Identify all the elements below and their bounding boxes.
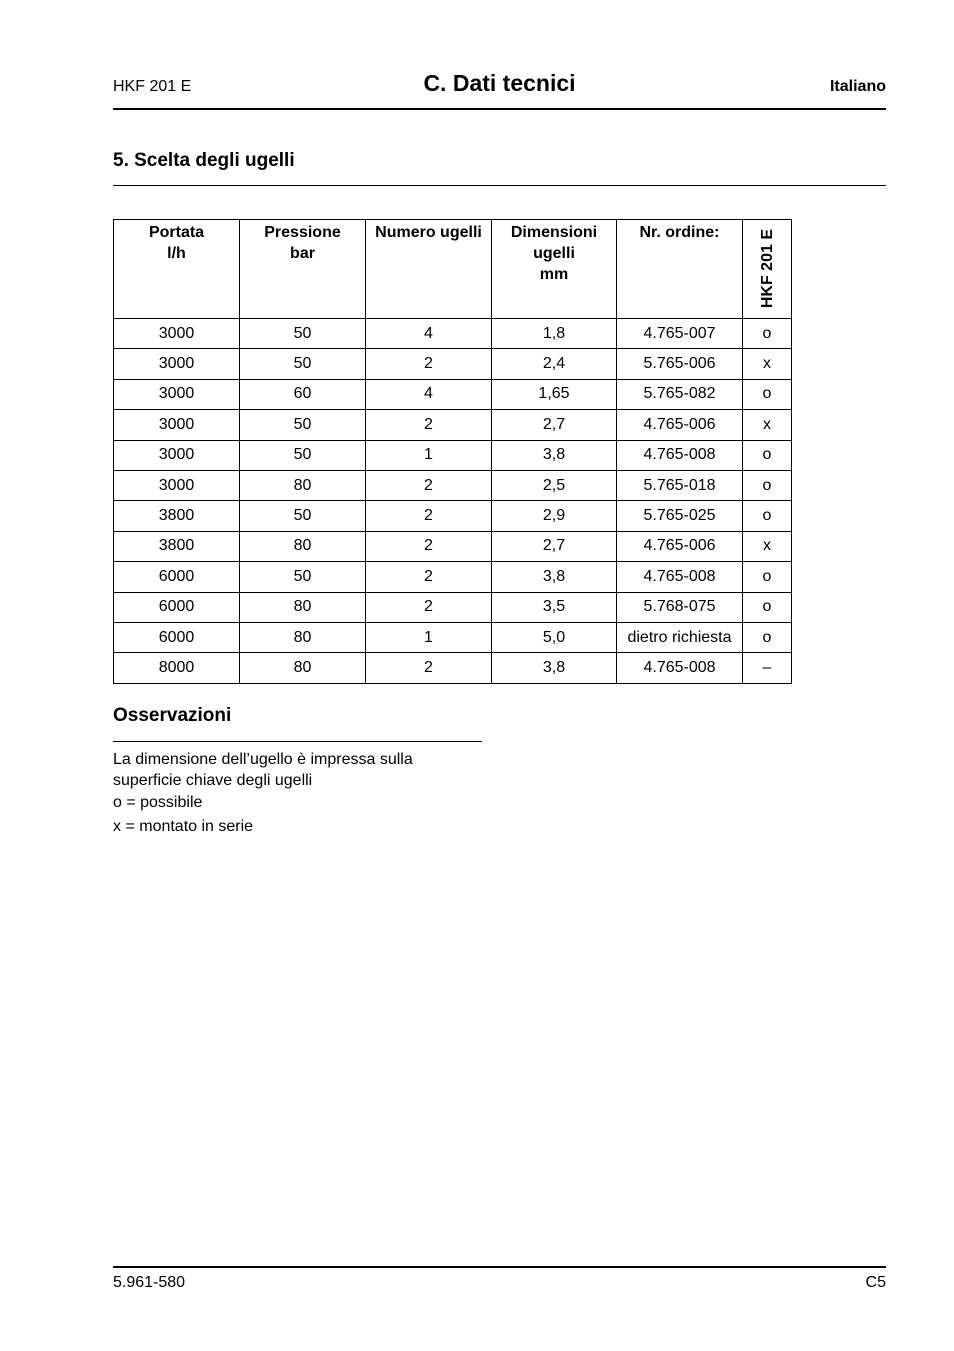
cell-flow: 3800 (114, 531, 240, 561)
table-row (114, 592, 792, 622)
cell-pressure: 80 (240, 622, 366, 652)
cell-availability: o (743, 622, 792, 652)
cell-nozzle-size: 3,8 (492, 562, 617, 592)
cell-availability: o (743, 379, 792, 409)
cell-nozzle-count: 2 (366, 653, 492, 683)
cell-nozzle-count: 1 (366, 622, 492, 652)
page-title: C. Dati tecnici (423, 70, 576, 96)
cell-availability: x (743, 531, 792, 561)
cell-nozzle-count: 2 (366, 531, 492, 561)
model-name: HKF 201 E (113, 78, 192, 95)
cell-flow: 3000 (114, 440, 240, 470)
cell-order-number: 4.765-008 (617, 562, 743, 592)
cell-nozzle-size: 3,5 (492, 592, 617, 622)
page-header (113, 68, 886, 110)
cell-nozzle-count: 2 (366, 562, 492, 592)
remarks-divider (113, 741, 482, 742)
table-row (114, 379, 792, 409)
table-row (114, 653, 792, 683)
cell-pressure: 80 (240, 531, 366, 561)
cell-pressure: 80 (240, 653, 366, 683)
cell-flow: 3800 (114, 501, 240, 531)
table-row (114, 562, 792, 592)
col-header-model: HKF 201 E (743, 220, 792, 319)
table-row (114, 501, 792, 531)
cell-pressure: 80 (240, 592, 366, 622)
cell-nozzle-count: 2 (366, 470, 492, 500)
cell-nozzle-size: 3,8 (492, 653, 617, 683)
cell-nozzle-size: 1,65 (492, 379, 617, 409)
table-row (114, 470, 792, 500)
section-title: 5. Scelta degli ugelli (113, 150, 295, 171)
table-row (114, 531, 792, 561)
col-header-pressure: Pressione bar (240, 220, 366, 319)
document-number: 5.961-580 (113, 1274, 186, 1291)
remarks-note: La dimensione dell’ugello è impressa sulla superficie chiave degli ugelli (113, 751, 413, 789)
cell-nozzle-count: 2 (366, 501, 492, 531)
cell-pressure: 60 (240, 379, 366, 409)
cell-nozzle-count: 1 (366, 440, 492, 470)
cell-order-number: 5.768-075 (617, 592, 743, 622)
col-header-nozzle-size: Dimensioni ugelli mm (492, 220, 617, 319)
table-row (114, 440, 792, 470)
cell-pressure: 50 (240, 562, 366, 592)
cell-order-number: 5.765-018 (617, 470, 743, 500)
cell-pressure: 80 (240, 470, 366, 500)
cell-availability: x (743, 410, 792, 440)
cell-availability: o (743, 562, 792, 592)
cell-order-number: 5.765-082 (617, 379, 743, 409)
cell-nozzle-size: 2,7 (492, 531, 617, 561)
col-header-nozzle-count: Numero ugelli (366, 220, 492, 319)
cell-availability: x (743, 349, 792, 379)
footer-divider (113, 1266, 886, 1268)
cell-order-number: 4.765-007 (617, 319, 743, 349)
cell-nozzle-size: 2,4 (492, 349, 617, 379)
cell-nozzle-size: 2,5 (492, 470, 617, 500)
legend-standard: x = montato in serie (113, 818, 254, 835)
cell-pressure: 50 (240, 349, 366, 379)
cell-order-number: dietro richiesta (617, 622, 743, 652)
cell-availability: o (743, 319, 792, 349)
nozzle-table (113, 219, 792, 684)
cell-order-number: 4.765-006 (617, 410, 743, 440)
cell-nozzle-size: 2,9 (492, 501, 617, 531)
cell-flow: 6000 (114, 592, 240, 622)
cell-nozzle-size: 3,8 (492, 440, 617, 470)
remarks-title: Osservazioni (113, 705, 232, 726)
cell-flow: 3000 (114, 379, 240, 409)
cell-availability: o (743, 592, 792, 622)
cell-availability: o (743, 501, 792, 531)
cell-availability: o (743, 440, 792, 470)
cell-order-number: 4.765-006 (617, 531, 743, 561)
cell-availability: o (743, 470, 792, 500)
cell-order-number: 4.765-008 (617, 653, 743, 683)
cell-nozzle-size: 2,7 (492, 410, 617, 440)
page-number: C5 (865, 1274, 886, 1291)
cell-pressure: 50 (240, 440, 366, 470)
cell-nozzle-count: 4 (366, 319, 492, 349)
section-divider (113, 185, 886, 186)
cell-pressure: 50 (240, 319, 366, 349)
cell-order-number: 5.765-025 (617, 501, 743, 531)
language-label: Italiano (829, 78, 886, 95)
legend-possible: o = possibile (113, 794, 203, 811)
cell-pressure: 50 (240, 410, 366, 440)
cell-pressure: 50 (240, 501, 366, 531)
cell-nozzle-size: 5,0 (492, 622, 617, 652)
col-header-order-number: Nr. ordine: (617, 220, 743, 319)
cell-availability: – (743, 653, 792, 683)
cell-order-number: 5.765-006 (617, 349, 743, 379)
table-row (114, 349, 792, 379)
cell-flow: 3000 (114, 319, 240, 349)
cell-flow: 3000 (114, 470, 240, 500)
cell-order-number: 4.765-008 (617, 440, 743, 470)
table-row (114, 622, 792, 652)
table-row (114, 319, 792, 349)
cell-flow: 3000 (114, 410, 240, 440)
cell-nozzle-count: 2 (366, 592, 492, 622)
col-header-flow: Portata l/h (114, 220, 240, 319)
cell-flow: 8000 (114, 653, 240, 683)
cell-flow: 6000 (114, 562, 240, 592)
table-header-row (114, 220, 792, 319)
cell-flow: 6000 (114, 622, 240, 652)
table-row (114, 410, 792, 440)
cell-nozzle-count: 4 (366, 379, 492, 409)
cell-flow: 3000 (114, 349, 240, 379)
cell-nozzle-count: 2 (366, 410, 492, 440)
cell-nozzle-count: 2 (366, 349, 492, 379)
cell-nozzle-size: 1,8 (492, 319, 617, 349)
